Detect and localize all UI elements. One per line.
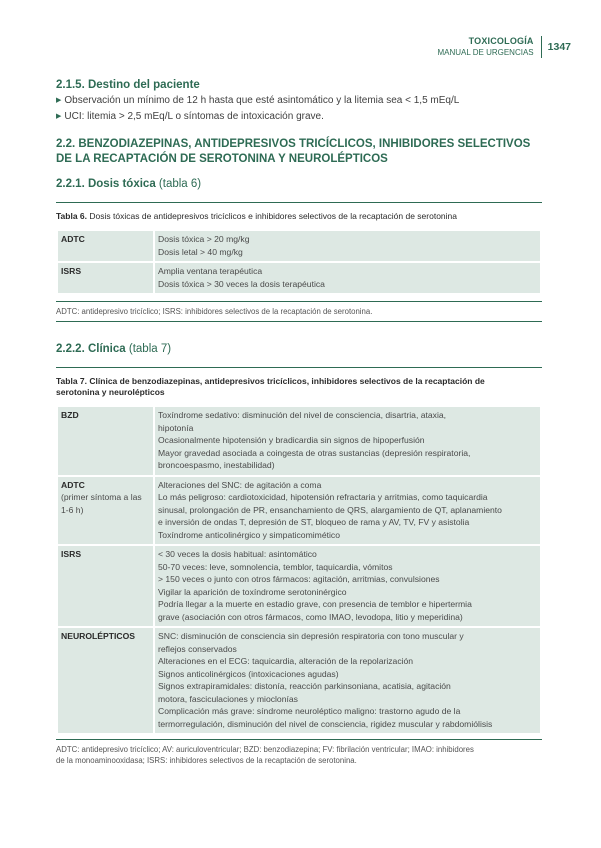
subsection-heading-dosis: 2.2.1. Dosis tóxica (tabla 6) xyxy=(56,178,202,190)
running-head-title: TOXICOLOGÍA xyxy=(468,36,534,46)
table-row xyxy=(57,476,541,546)
table-row xyxy=(57,230,541,262)
section-heading: 2.1.5. Destino del paciente xyxy=(56,79,200,91)
row-label: ADTC (primer síntoma a las 1-6 h) xyxy=(57,476,154,546)
table-6 xyxy=(56,202,542,322)
page-number: 1347 xyxy=(547,41,571,53)
bullet-triangle-icon: ▶ xyxy=(56,97,62,104)
row-label-note: (primer síntoma a las 1-6 h) xyxy=(61,492,142,515)
section-destino-paciente xyxy=(56,78,542,125)
row-label: ISRS xyxy=(57,545,154,627)
table-row xyxy=(57,406,541,476)
bullet-item: ▶ UCI: litemia > 2,5 mEq/L o síntomas de intoxicación grave. xyxy=(56,111,324,122)
row-content: SNC: disminución de consciencia sin depresión respiratoria con tono muscular y reflejos conservados Alteraciones en el ECG: taquicardia, alteración de la repolarización Signos anticolinérgicos (intoxicaciones agudas) Signos extrapiramidales: distonía, reacción parkinsoniana, acatisia, agitación motora, fasciculaciones y mioclonías Complicación más grave: síndrome neuroléptico maligno: trastorno agudo de la termorregulación, disminución del nivel de consciencia, rigidez muscular y rabdomiólisis xyxy=(154,627,541,734)
subsection-heading-clinica: 2.2.2. Clínica (tabla 7) xyxy=(56,343,172,355)
table-row xyxy=(57,262,541,294)
table-caption: Tabla 7. Clínica de benzodiazepinas, antidepresivos tricíclicos, inhibidores selectivos de la recaptación de serotonina y neurolépticos xyxy=(56,376,485,397)
section-heading-main: 2.2. BENZODIAZEPINAS, ANTIDEPRESIVOS TRICÍCLICOS, INHIBIDORES SELECTIVOS DE LA RECAPTACIÓN DE SEROTONINA Y NEUROLÉPTICOS xyxy=(56,138,531,165)
row-content: < 30 veces la dosis habitual: asintomático 50-70 veces: leve, somnolencia, temblor, taquicardia, vómitos > 150 veces o junto con otros fármacos: agitación, arritmias, convulsiones Vigilar la aparición de toxíndrome serotoninérgico Podría llegar a la muerte en estadio grave, con presencia de temblor e hipertermia grave (asociación con otros fármacos, como IMAO, levodopa, litio y meperidina) xyxy=(154,545,541,627)
row-content: Alteraciones del SNC: de agitación a coma Lo más peligroso: cardiotoxicidad, hipotensión refractaria y arritmias, como taquicardia sinusal, prolongación de PR, ensanchamiento de QRS, alargamiento de QT, aplanamiento e inversión de ondas T, depresión de ST, bloqueo de rama y AV, TV, FV y asistolia Toxíndrome anticolinérgico y simpaticomimético xyxy=(154,476,541,546)
table-reference: (tabla 6) xyxy=(158,178,202,190)
table-row xyxy=(57,545,541,627)
row-label: BZD xyxy=(57,406,154,476)
table-7-body xyxy=(56,405,542,735)
row-content: Dosis tóxica > 20 mg/kg Dosis letal > 40 mg/kg xyxy=(154,230,541,262)
table-footnote: ADTC: antidepresivo tricíclico; ISRS: inhibidores selectivos de la recaptación de serotonina. xyxy=(56,301,542,322)
row-label: ADTC xyxy=(57,230,154,262)
row-content: Amplia ventana terapéutica Dosis tóxica > 30 veces la dosis terapéutica xyxy=(154,262,541,294)
bullet-item: ▶ Observación un mínimo de 12 h hasta que esté asintomático y la litemia sea < 1,5 mEq/L xyxy=(56,95,460,106)
table-row xyxy=(57,627,541,734)
row-label: ISRS xyxy=(57,262,154,294)
table-footnote: ADTC: antidepresivo tricíclico; AV: auriculoventricular; BZD: benzodiazepina; FV: fibrilación ventricular; IMAO: inhibidores de la monoaminooxidasa; ISRS: inhibidores selectivos de la recaptación de serotonina. xyxy=(56,739,542,766)
table-reference: (tabla 7) xyxy=(128,343,172,355)
page-header xyxy=(437,36,571,58)
running-head-subtitle: MANUAL DE URGENCIAS xyxy=(437,48,534,57)
table-7 xyxy=(56,367,542,766)
table-caption: Tabla 6. Dosis tóxicas de antidepresivos tricíclicos e inhibidores selectivos de la recaptación de serotonina xyxy=(56,211,457,221)
row-label: NEUROLÉPTICOS xyxy=(57,627,154,734)
row-content: Toxíndrome sedativo: disminución del nivel de consciencia, disartria, ataxia, hipotonía Ocasionalmente hipotensión y bradicardia sin signos de hipoperfusión Mayor gravedad asociada a coingesta de otras sustancias (depresión respiratoria, broncoespasmo, inestabilidad) xyxy=(154,406,541,476)
running-head xyxy=(437,36,541,58)
page-content xyxy=(56,78,542,766)
table-6-body xyxy=(56,229,542,295)
bullet-triangle-icon: ▶ xyxy=(56,113,62,120)
